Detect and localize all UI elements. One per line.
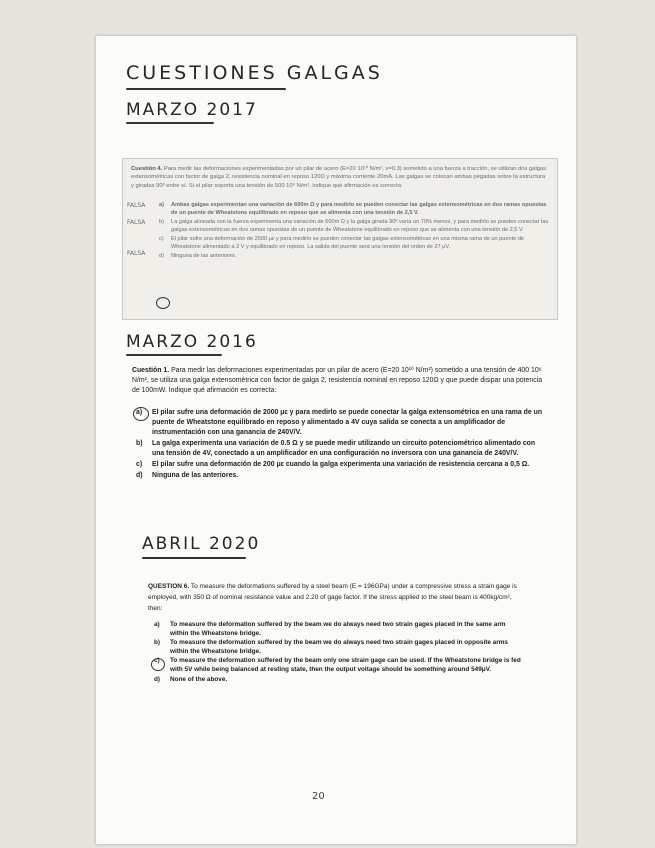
option-2020-a: a) To measure the deformation suffered by the beam we do always need two strain gages placed in the same arm within the Wheatstone bridge. [154, 621, 506, 637]
option-2017-d: d) Ninguna de las anteriores. [159, 253, 237, 259]
question-2020-text: QUESTION 6. To measure the deformations suffered by a steel beam (E = 196GPa) under a compressive stress a strain gage is employed, with 350 Ω of nominal resistance value and 2.20 of gage factor. If the stress applied to the steel beam is 400kg/cm², then: [148, 583, 517, 612]
scanned-page [96, 36, 576, 844]
answer-circle-2017 [156, 297, 170, 309]
option-2020-c: c) To measure the deformation suffered by the beam only one strain gage can be used. If the Wheatstone bridge is fed with 5V while being balanced at resting state, then the output voltage should be something around 549μV. [154, 657, 521, 673]
option-2016-a: a) El pilar sufre una deformación de 2000 με y para medirlo se puede conectar la galga extensométrica en una rama de un puente de Wheatstone equilibrado en reposo y alimentado a 4V cuya salida se conecta a un amplificador de instrumentación con una ganancia de 240V/V. [136, 409, 543, 436]
options-2016 [132, 408, 548, 482]
option-2020-d: d) None of the above. [154, 675, 228, 683]
option-2017-a: a) Ambas galgas experimentan una variación de 600m Ω y para medirlo se pueden conectar las galgas extensométricas en dos ramas opuestas de un puente de Wheatstone equilibrado en reposo que se alimenta con una tensión de 2,5 V. [159, 202, 547, 216]
section-underline [142, 557, 246, 559]
option-2020-b: b) To measure the deformation suffered by the beam we do always need two strain gages placed in opposite arms within the Wheatstone bridge. [154, 639, 508, 655]
section-underline [126, 354, 222, 356]
question-box-2017 [122, 158, 558, 320]
section-heading-abril-2020: ABRIL 2020 [142, 534, 261, 554]
answer-circle-2020 [151, 658, 165, 671]
handwritten-note-b: FALSA [127, 219, 146, 226]
section-heading-marzo-2017: MARZO 2017 [126, 100, 258, 120]
option-2016-d: d) Ninguna de las anteriores. [136, 472, 239, 479]
page-number: 20 [312, 791, 325, 802]
options-2020 [148, 621, 522, 685]
handwritten-note-c: FALSA [127, 250, 146, 257]
option-2016-b: b) La galga experimenta una variación de 0.5 Ω y se puede medir utilizando un circuito potenciométrico alimentado con una tensión de 4V, conectado a un amplificador en una configuración no inversora con una ganancia de 240V/V. [136, 440, 536, 457]
option-2016-c: c) El pilar sufre una deformación de 200 με cuando la galga experimenta una variación de resistencia cercana a 0,5 Ω. [136, 461, 530, 468]
option-2017-c: c) El pilar sufre una deformación de 2500 με y para medirlo se pueden conectar las galgas extensométricas en una misma rama de un puente de Wheatstone alimentado a 2 V y equilibrado en reposo. La salida del puente será una tensión del orden de 27 μV. [159, 236, 525, 250]
handwritten-note-a: FALSA [127, 202, 146, 209]
heading-underline [126, 88, 286, 90]
main-heading: CUESTIONES GALGAS [126, 62, 383, 84]
option-2017-b: b) La galga alineada con la fuerza experimenta una variación de 600m Ω y la galga girada 90º varía un 70% menos, y para medirlo se pueden conectar las galgas extensométricas en dos ramas opuestas de un puente de Wheatstone equilibrado en reposo que se alimenta con una tensión de 2,5 V. [159, 219, 549, 233]
options-2017 [159, 201, 551, 261]
answer-circle-2016 [133, 407, 149, 421]
section-heading-marzo-2016: MARZO 2016 [126, 332, 258, 352]
question-2017-text: Cuestión 4. Para medir las deformaciones experimentadas por un pilar de acero (E=20 10¹⁰ N/m², ν=0.3) sometido a una fuerza a tracción, se utilizan dos galgas extensométricas con factor de galga 2, resistencia nominal en reposo 120Ω y máxima corriente 20mA. Las galgas se colocan ambas pegadas sobre la estructura y giradas 90º entre sí. Si el pilar soporta una tensión de 500 10⁶ N/m², indique qué afirmación es correcta: [131, 166, 547, 189]
section-underline [126, 122, 214, 124]
question-2016-text: Cuestión 1. Para medir las deformaciones experimentadas por un pilar de acero (E=20 10¹⁰ N/m²) sometido a una tensión de 400 10⁶ N/m², se utiliza una galga extensométrica con factor de galga 2, resistencia nominal en reposo 120Ω y que puede disipar una potencia de 100mW. Indique qué afirmación es correcta: [132, 367, 543, 394]
